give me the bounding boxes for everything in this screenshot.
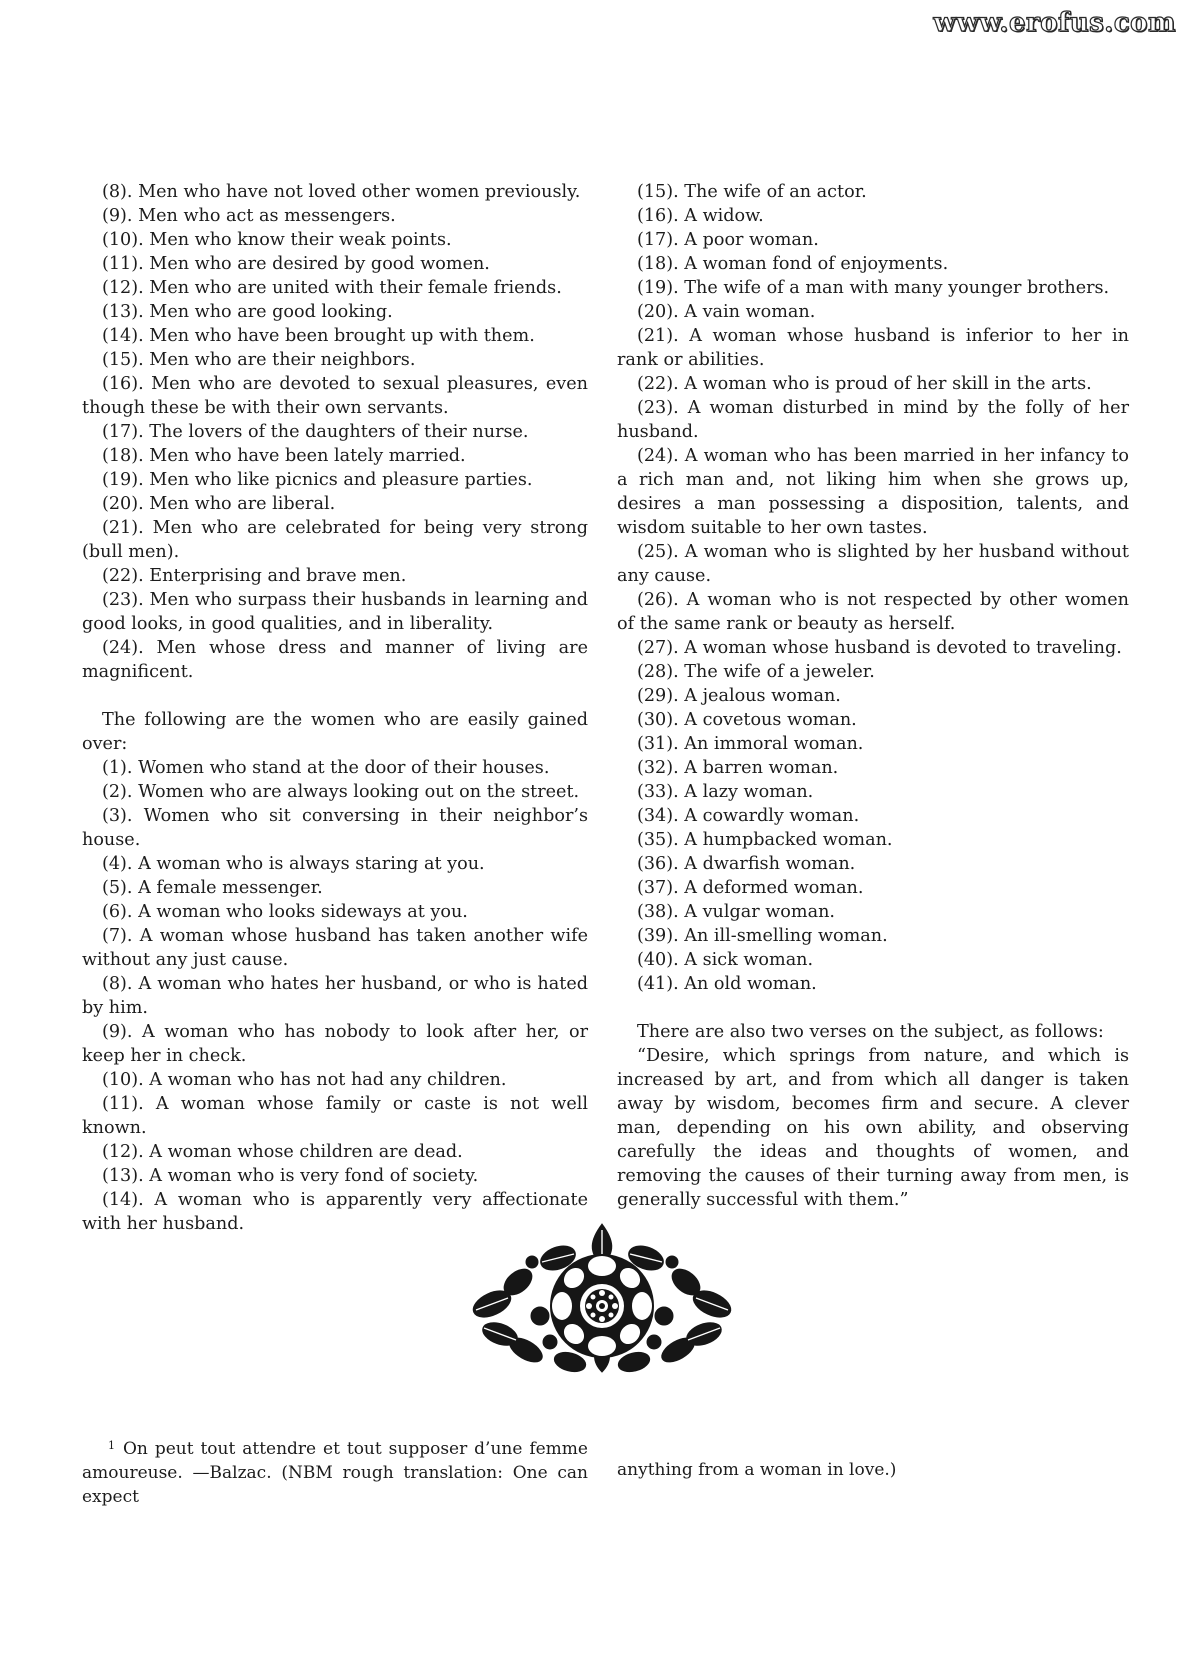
list-item: (23). Men who surpass their husbands in learning and good looks, in good qualities, and in liberality.: [82, 590, 588, 634]
list-item: (23). A woman disturbed in mind by the folly of her husband.: [617, 398, 1129, 442]
list-item: (17). A poor woman.: [637, 230, 819, 250]
list-item: (14). Men who have been brought up with them.: [102, 326, 535, 346]
list-item: (11). Men who are desired by good women.: [102, 254, 490, 274]
list-item: (6). A woman who looks sideways at you.: [102, 902, 468, 922]
footnote-continuation: anything from a woman in love.): [617, 1460, 897, 1480]
paragraph-spacer: [617, 996, 1129, 1020]
list-item: (33). A lazy woman.: [637, 782, 814, 802]
watermark: www.erofus.com: [933, 8, 1176, 38]
list-item: (32). A barren woman.: [637, 758, 839, 778]
list-item: (19). Men who like picnics and pleasure parties.: [102, 470, 533, 490]
list-item: (4). A woman who is always staring at you.: [102, 854, 485, 874]
list-item: (34). A cowardly woman.: [637, 806, 860, 826]
list-item: (21). Men who are celebrated for being very strong (bull men).: [82, 518, 588, 562]
paragraph-spacer: [82, 684, 588, 708]
right-column: [617, 180, 1129, 1212]
list-item: (30). A covetous woman.: [637, 710, 857, 730]
verses-intro: There are also two verses on the subject, as follows:: [637, 1022, 1104, 1042]
section-intro: The following are the women who are easily gained over:: [82, 710, 588, 754]
list-item: (26). A woman who is not respected by other women of the same rank or beauty as herself.: [617, 590, 1129, 634]
list-item: (21). A woman whose husband is inferior to her in rank or abilities.: [617, 326, 1129, 370]
list-item: (22). A woman who is proud of her skill in the arts.: [637, 374, 1092, 394]
floral-ornament-icon: [470, 1222, 734, 1374]
list-item: (31). An immoral woman.: [637, 734, 864, 754]
list-item: (20). A vain woman.: [637, 302, 816, 322]
list-item: (35). A humpbacked woman.: [637, 830, 893, 850]
list-item: (15). The wife of an actor.: [637, 182, 867, 202]
list-item: (3). Women who sit conversing in their neighbor’s house.: [82, 806, 588, 850]
list-item: (25). A woman who is slighted by her husband without any cause.: [617, 542, 1129, 586]
list-item: (27). A woman whose husband is devoted to traveling.: [637, 638, 1122, 658]
list-item: (16). Men who are devoted to sexual pleasures, even though these be with their own servants.: [82, 374, 588, 418]
list-item: (38). A vulgar woman.: [637, 902, 835, 922]
list-item: (14). A woman who is apparently very affectionate with her husband.: [82, 1190, 588, 1234]
list-item: (37). A deformed woman.: [637, 878, 864, 898]
list-item: (9). Men who act as messengers.: [102, 206, 396, 226]
list-item: (41). An old woman.: [637, 974, 817, 994]
list-item: (16). A widow.: [637, 206, 764, 226]
list-item: (22). Enterprising and brave men.: [102, 566, 407, 586]
list-item: (8). A woman who hates her husband, or who is hated by him.: [82, 974, 588, 1018]
list-item: (28). The wife of a jeweler.: [637, 662, 875, 682]
list-item: (24). Men whose dress and manner of living are magnificent.: [82, 638, 588, 682]
list-item: (12). A woman whose children are dead.: [102, 1142, 463, 1162]
list-item: (19). The wife of a man with many younger brothers.: [637, 278, 1110, 298]
list-item: (20). Men who are liberal.: [102, 494, 336, 514]
list-item: (18). Men who have been lately married.: [102, 446, 466, 466]
list-item: (8). Men who have not loved other women previously.: [102, 182, 581, 202]
list-item: (36). A dwarfish woman.: [637, 854, 856, 874]
list-item: (39). An ill-smelling woman.: [637, 926, 888, 946]
list-item: (11). A woman whose family or caste is not well known.: [82, 1094, 588, 1138]
verse-quote: “Desire, which springs from nature, and which is increased by art, and from which all danger is taken away by wisdom, becomes firm and secure. A clever man, depending on his own ability, and observing carefully the ideas and thoughts of women, and removing the causes of their turning away from men, is generally successful with them.”: [617, 1046, 1129, 1210]
list-item: (18). A woman fond of enjoyments.: [637, 254, 949, 274]
list-item: (2). Women who are always looking out on the street.: [102, 782, 580, 802]
list-item: (10). A woman who has not had any children.: [102, 1070, 507, 1090]
list-item: (13). A woman who is very fond of society.: [102, 1166, 479, 1186]
list-item: (7). A woman whose husband has taken another wife without any just cause.: [82, 926, 588, 970]
list-item: (29). A jealous woman.: [637, 686, 841, 706]
footnote-marker: 1: [108, 1439, 115, 1452]
list-item: (24). A woman who has been married in her infancy to a rich man and, not liking him when she grows up, desires a man possessing a disposition, talents, and wisdom suitable to her own tastes.: [617, 446, 1129, 538]
list-item: (5). A female messenger.: [102, 878, 323, 898]
list-item: (12). Men who are united with their female friends.: [102, 278, 562, 298]
list-item: (10). Men who know their weak points.: [102, 230, 452, 250]
list-item: (15). Men who are their neighbors.: [102, 350, 416, 370]
list-item: (40). A sick woman.: [637, 950, 814, 970]
list-item: (17). The lovers of the daughters of their nurse.: [102, 422, 529, 442]
list-item: (13). Men who are good looking.: [102, 302, 393, 322]
left-column: [82, 180, 588, 1236]
footnote-text: On peut tout attendre et tout supposer d’une femme amoureuse. —Balzac. (NBM rough translation: One can expect: [82, 1439, 588, 1507]
footnote: [82, 1434, 588, 1509]
list-item: (9). A woman who has nobody to look after her, or keep her in check.: [82, 1022, 588, 1066]
list-item: (1). Women who stand at the door of their houses.: [102, 758, 550, 778]
